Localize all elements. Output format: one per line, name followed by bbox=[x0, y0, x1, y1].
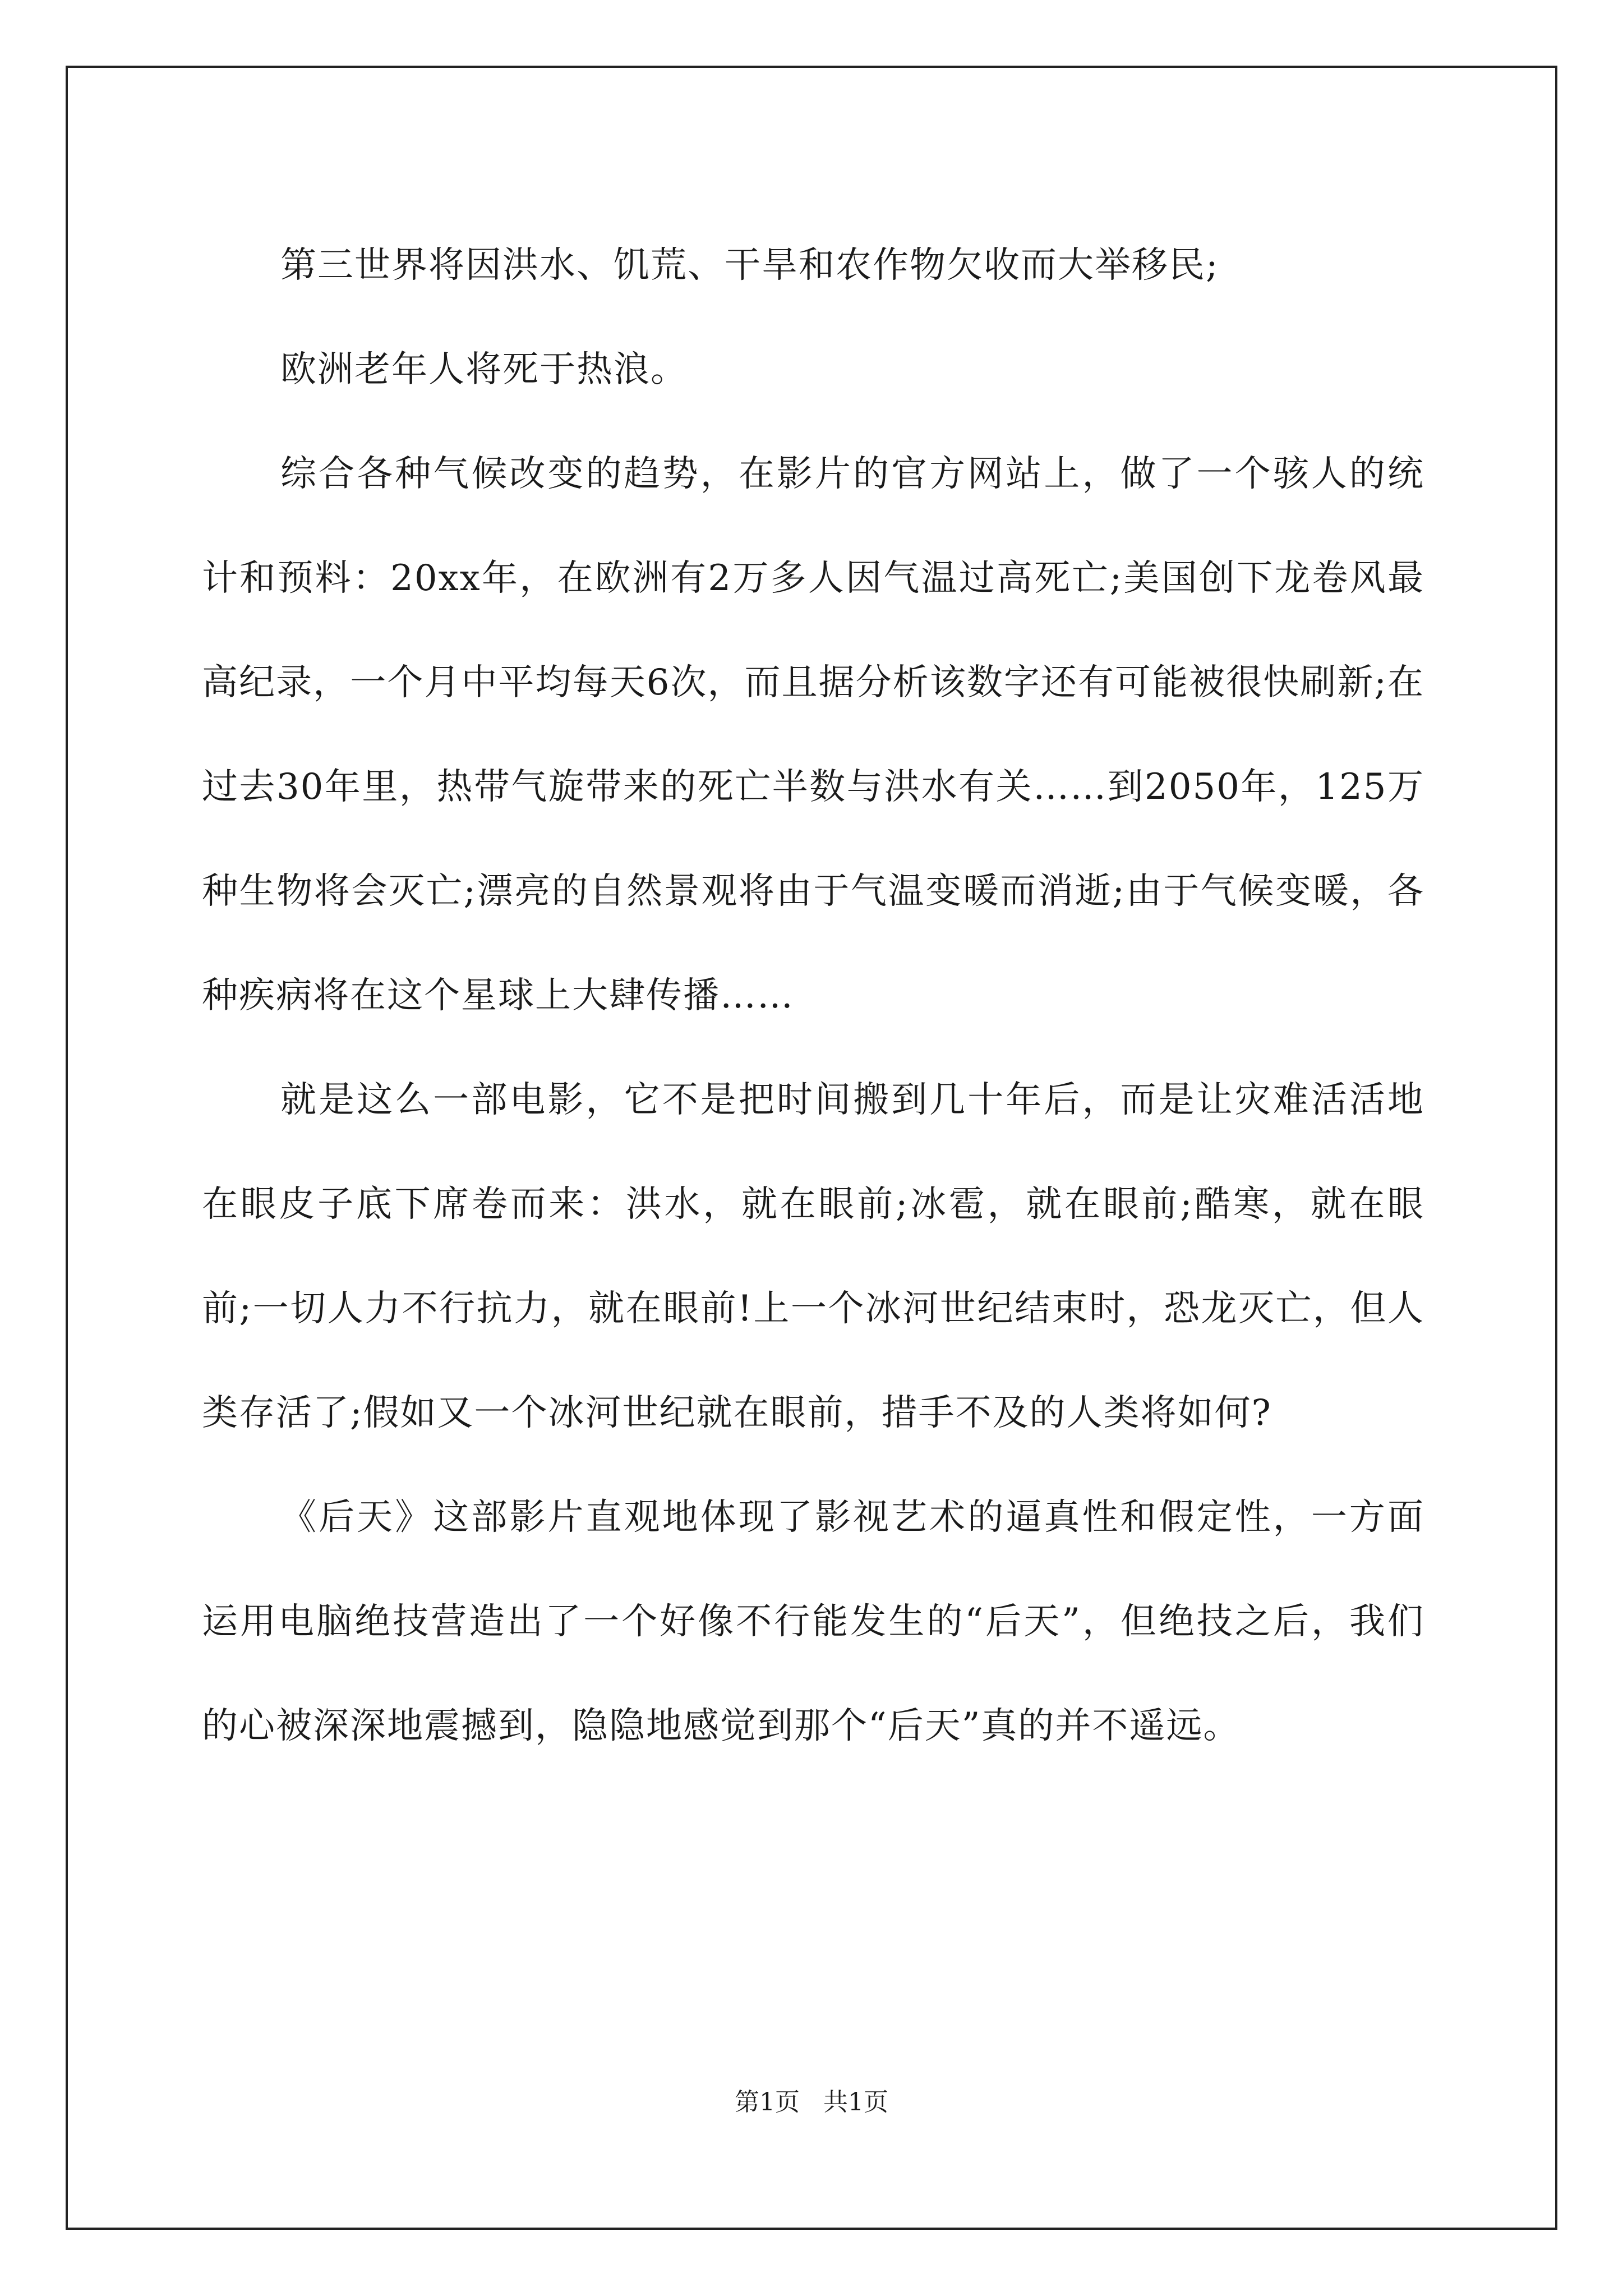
page-number-footer: 第1页 共1页 bbox=[735, 2088, 888, 2116]
paragraph-5: 《后天》这部影片直观地体现了影视艺术的逼真性和假定性，一方面运用电脑绝技营造出了一个好像不行能发生的“后天”，但绝技之后，我们的心被深深地震撼到，隐隐地感觉到那个“后天”真的并不遥远。 bbox=[202, 1497, 1424, 1747]
paragraph-1: 第三世界将因洪水、饥荒、干旱和农作物欠收而大举移民; bbox=[280, 245, 1219, 286]
document-body bbox=[202, 213, 1424, 1778]
paragraph-4: 就是这么一部电影，它不是把时间搬到几十年后，而是让灾难活活地在眼皮子底下席卷而来：洪水，就在眼前;冰雹，就在眼前;酷寒，就在眼前;一切人力不行抗力，就在眼前!上一个冰河世纪结束时，恐龙灭亡，但人类存活了;假如又一个冰河世纪就在眼前，措手不及的人类将如何? bbox=[202, 1079, 1424, 1434]
paragraph-3: 综合各种气候改变的趋势，在影片的官方网站上，做了一个骇人的统计和预料：20xx年，在欧洲有2万多人因气温过高死亡;美国创下龙卷风最高纪录，一个月中平均每天6次，而且据分析该数字还有可能被很快刷新;在过去30年里，热带气旋带来的死亡半数与洪水有关……到2050年，125万种生物将会灭亡;漂亮的自然景观将由于气温变暖而消逝;由于气候变暖，各种疾病将在这个星球上大肆传播…… bbox=[202, 453, 1424, 1016]
paragraph-2: 欧洲老年人将死于热浪。 bbox=[280, 349, 688, 390]
